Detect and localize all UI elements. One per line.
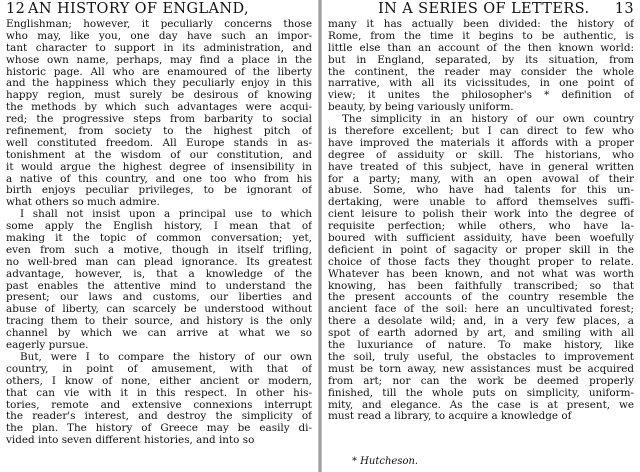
left-running-head: AN HISTORY OF ENGLAND,: [28, 1, 250, 17]
text-line: the soil, truly useful, the obstacles to improvement: [328, 351, 634, 363]
right-page-body: [328, 19, 634, 423]
text-line: refinement, from society to the highest pitch of: [6, 126, 312, 138]
text-line: But, were I to compare the history of our own: [20, 351, 312, 363]
text-line: some apply the English history, I mean that of: [6, 221, 312, 233]
left-page: [0, 0, 318, 472]
right-page-header: [328, 1, 634, 19]
right-running-head: IN A SERIES OF LETTERS.: [378, 1, 590, 17]
text-line: well constituted freedom. All Europe stands in as-: [6, 137, 312, 149]
text-line: The simplicity in an history of our own country: [342, 114, 634, 126]
text-line: that can vie with it in this respect. In other his-: [6, 387, 312, 399]
text-line: have improved the materials it affords with a proper: [328, 137, 634, 149]
right-page: [322, 0, 640, 472]
text-line: it would argue the highest degree of insensibility in: [6, 161, 312, 173]
text-line: tonishment at the wisdom of our constitution, and: [6, 149, 312, 161]
text-line: country, in point of amusement, with that of: [6, 363, 312, 375]
text-line: must be torn away, new assistances must be acquired: [328, 363, 634, 375]
text-line: the present accounts of the country resemble the: [328, 292, 634, 304]
text-line: view; it unites the philosopher's * definition of: [328, 90, 634, 102]
text-line: Whatever has been known, and not what was worth: [328, 268, 634, 280]
text-line: little else than an account of the then known world:: [328, 42, 634, 54]
text-line: there a desolate wild; and, in a very few places, a: [328, 316, 634, 328]
text-line: channel by which we can arrive at what we so: [6, 328, 312, 340]
text-line: whose own name, perhaps, may find a place in the: [6, 54, 312, 66]
text-line: who may, like you, one day have such an impor-: [6, 30, 312, 42]
text-line: the reader's interest, and destroy the simplicity of: [6, 411, 312, 423]
text-line: deficient in point of sagacity or proper skill in the: [328, 244, 634, 256]
text-line: I shall not insist upon a principal use to which: [20, 209, 312, 221]
text-line: is therefore excellent; but I can direct to few who: [328, 126, 634, 138]
text-line: abuse of liberty, can scarcely be understood without: [6, 304, 312, 316]
text-line: tant character to support in its administration, and: [6, 42, 312, 54]
text-line: mity, and elegance. As the case is at present, we: [328, 399, 634, 411]
text-line: the continent, the reader may consider the whole: [328, 66, 634, 78]
text-line: vided into seven different histories, and into so: [6, 435, 255, 447]
text-line: tories, remote and extensive connexions interrupt: [6, 399, 312, 411]
text-line: must read a library, to acquire a knowledge of: [328, 411, 572, 423]
text-line: degree of assiduity or skill. The historians, who: [328, 149, 634, 161]
text-line: what others so much admire.: [6, 197, 160, 209]
text-line: advantage, however, is, that a knowledge of the: [6, 268, 312, 280]
footnote: * Hutcheson.: [352, 456, 419, 467]
text-line: ancient face of the soil: here an uncultivated forest;: [328, 304, 634, 316]
text-line: finished, till the whole puts on simplicity, uniform-: [328, 387, 634, 399]
text-line: for a party; many, with an open avowal of their: [328, 173, 634, 185]
text-line: the luxuriance of nature. To make history, like: [328, 340, 634, 352]
text-line: from art; nor can the work be deemed properly: [328, 375, 634, 387]
text-line: choice of those facts they thought proper to relate.: [328, 256, 634, 268]
text-line: historic page. All who are enamoured of the liberty: [6, 66, 312, 78]
text-line: beauty, by being variously uniform.: [328, 102, 514, 114]
text-line: eagerly pursue.: [6, 340, 89, 352]
text-line: others, I know of none, either ancient or modern,: [6, 375, 312, 387]
left-page-header: [6, 1, 312, 19]
text-line: requisite perfection; while others, who have la-: [328, 221, 634, 233]
right-page-number: 13: [614, 1, 634, 17]
text-line: past enables the attentive mind to understand the: [6, 280, 312, 292]
text-line: present; our laws and customs, our liberties and: [6, 292, 312, 304]
text-line: cient leisure to polish their work into the degree of: [328, 209, 634, 221]
text-line: narrative, with all its vicissitudes, in one point of: [328, 78, 634, 90]
text-line: and the happiness which they peculiarly enjoy in this: [6, 78, 312, 90]
text-line: no well-bred man can plead ignorance. Its greatest: [6, 256, 312, 268]
text-line: making it the topic of common conversation; yet,: [6, 233, 312, 245]
text-line: Englishman; however, it peculiarly concerns those: [6, 19, 312, 30]
text-line: abuse. Some, who have had talents for this un-: [328, 185, 634, 197]
text-line: tracing them to their source, and history is the only: [6, 316, 312, 328]
text-line: have treated of this subject, have in general written: [328, 161, 634, 173]
text-line: many it has actually been divided: the history of: [328, 19, 634, 30]
text-line: boured with sufficient assiduity, have been woefully: [328, 233, 634, 245]
text-line: dertaking, were unable to afford themselves suffi-: [328, 197, 634, 209]
text-line: red; the progressive steps from barbarity to social: [6, 114, 312, 126]
text-line: spot of earth adorned by art, and smiling with all: [328, 328, 634, 340]
left-page-body: [6, 19, 312, 447]
text-line: even from such a motive, though in itself trifling,: [6, 244, 312, 256]
text-line: happy region, must surely be desirous of knowing: [6, 90, 312, 102]
text-line: a native of this country, and one too who from his: [6, 173, 312, 185]
text-line: but in England, separated, by its situation, from: [328, 54, 634, 66]
text-line: birth enjoys peculiar privileges, to be ignorant of: [6, 185, 312, 197]
text-line: the methods by which such advantages were acqui-: [6, 102, 312, 114]
text-line: knowing, has been faithfully transcribed; so that: [328, 280, 634, 292]
text-line: the plan. The history of Greece may be easily di-: [6, 423, 312, 435]
left-page-number: 12: [6, 1, 26, 17]
text-line: Rome, from the time it begins to be authentic, is: [328, 30, 634, 42]
